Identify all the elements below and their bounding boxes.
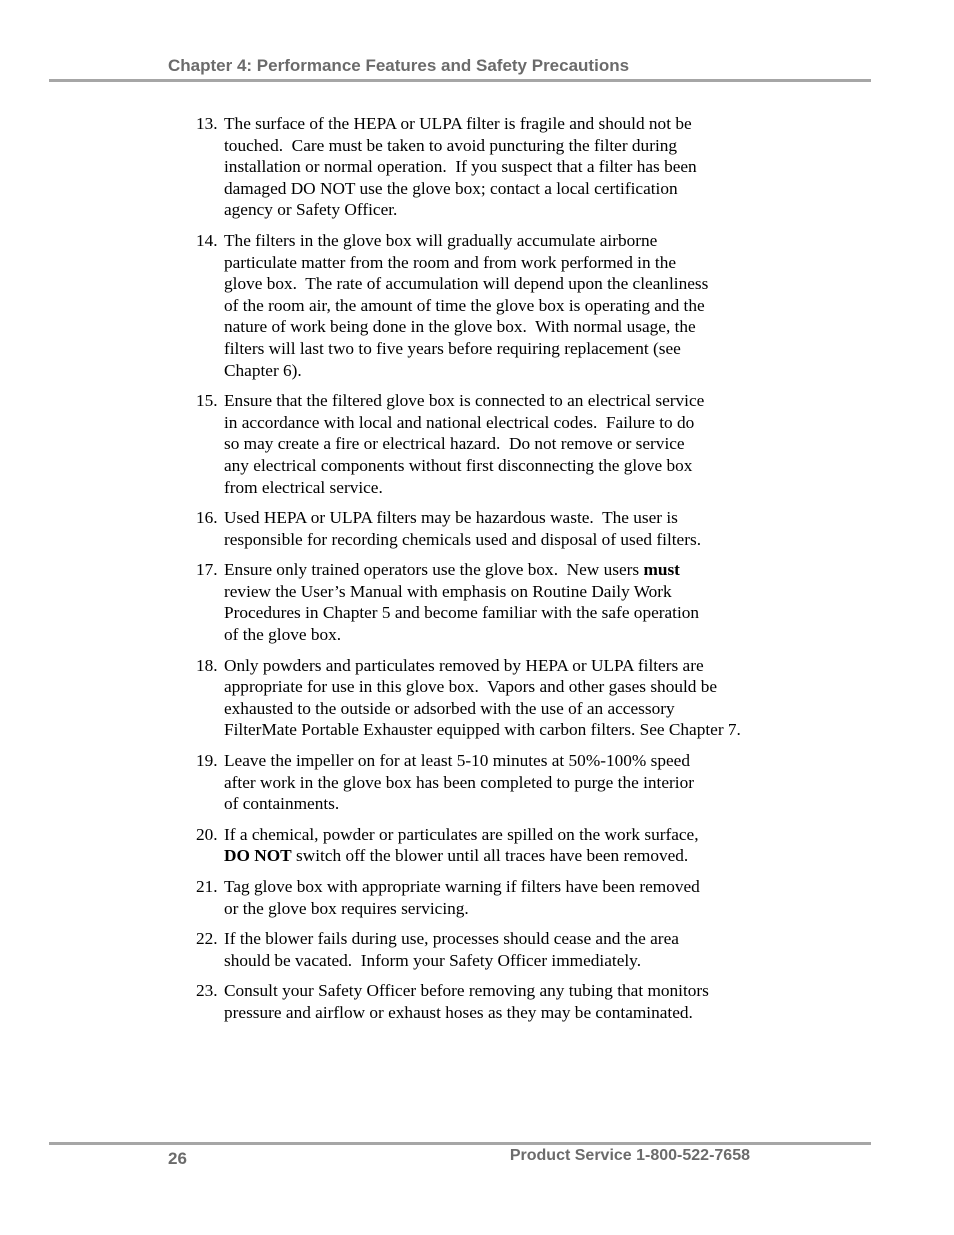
list-item-line: [224, 581, 790, 603]
list-item-line: [224, 295, 790, 317]
body-text: The surface of the HEPA or ULPA filter is fragile and should not be: [224, 114, 692, 133]
list-item-line: [224, 433, 790, 455]
list-item-number: 22.: [196, 929, 218, 949]
list-item-number: 17.: [196, 560, 218, 580]
body-text: of the room air, the amount of time the glove box is operating and the: [224, 295, 705, 315]
list-item-line: [224, 928, 790, 950]
list-item: [190, 559, 790, 645]
list-item: [190, 390, 790, 498]
page-number: 26: [168, 1149, 187, 1168]
list-item-line: [224, 676, 790, 698]
list-item-number: 19.: [196, 751, 218, 771]
list-item-line: [224, 750, 790, 772]
body-text: review the User’s Manual with emphasis on Routine Daily Work: [224, 581, 672, 601]
header-rule: [49, 79, 871, 82]
body-text: Tag glove box with appropriate warning if filters have been removed: [224, 877, 700, 896]
body-text: Ensure that the filtered glove box is connected to an electrical service: [224, 391, 705, 411]
list-item-line: [224, 898, 790, 920]
list-item-number: 18.: [196, 655, 218, 675]
list-item-line: [224, 529, 790, 551]
body-text: agency or Safety Officer.: [224, 200, 398, 220]
body-text: from electrical service.: [224, 477, 383, 497]
list-item-line: [224, 338, 790, 360]
body-text: nature of work being done in the glove box. With normal usage, the: [224, 317, 696, 337]
body-text: installation or normal operation. If you suspect that a filter has been: [224, 157, 697, 177]
list-item-number: 15.: [196, 391, 218, 411]
list-item: [190, 113, 790, 221]
body-text: filters will last two to five years before requiring replacement (see: [224, 338, 681, 358]
body-text: exhausted to the outside or adsorbed with the use of an accessory: [224, 698, 675, 718]
list-item-line: [224, 199, 790, 221]
list-item-line: [224, 624, 790, 646]
list-item-line: [224, 698, 790, 720]
body-text: glove box. The rate of accumulation will depend upon the cleanliness: [224, 274, 709, 294]
list-item: [190, 876, 790, 919]
body-text: so may create a fire or electrical hazard. Do not remove or service: [224, 434, 685, 454]
list-item-line: [224, 230, 790, 252]
list-item-number: 14.: [196, 230, 218, 250]
body-text: damaged DO NOT use the glove box; contact a local certification: [224, 178, 678, 198]
list-item-line: [224, 1002, 790, 1024]
body-text: Only powders and particulates removed by HEPA or ULPA filters are: [224, 655, 704, 675]
list-item-line: [224, 793, 790, 815]
list-item-line: [224, 273, 790, 295]
list-item-line: [224, 135, 790, 157]
list-item: [190, 230, 790, 381]
body-text: Procedures in Chapter 5 and become familiar with the safe operation: [224, 603, 700, 623]
list-item-line: [224, 950, 790, 972]
body-text: particulate matter from the room and from work performed in the: [224, 252, 677, 272]
list-item: [190, 655, 790, 741]
list-item-line: [224, 252, 790, 274]
body-text: touched. Care must be taken to avoid puncturing the filter during: [224, 135, 678, 155]
emphasis-text: DO NOT: [224, 846, 292, 866]
chapter-title: Chapter 4: Performance Features and Safety Precautions: [168, 56, 630, 75]
body-text: appropriate for use in this glove box. Vapors and other gases should be: [224, 677, 718, 697]
body-text: of containments.: [224, 794, 340, 814]
body-text: Consult your Safety Officer before removing any tubing that monitors: [224, 981, 709, 1001]
list-item-line: [224, 156, 790, 178]
body-text: Used HEPA or ULPA filters may be hazardous waste. The user is: [224, 508, 678, 528]
footer-rule: [49, 1142, 871, 1145]
list-item-number: 16.: [196, 508, 218, 528]
list-item-line: [224, 316, 790, 338]
body-text: Ensure only trained operators use the glove box. New users: [224, 560, 644, 580]
list-item-line: [224, 455, 790, 477]
list-item-line: [224, 845, 790, 867]
body-text: or the glove box requires servicing.: [224, 898, 469, 918]
list-item-line: [224, 655, 790, 677]
list-item-line: [224, 559, 790, 581]
list-item-line: [224, 390, 790, 412]
body-text: should be vacated. Inform your Safety Officer immediately.: [224, 950, 642, 970]
body-text: pressure and airflow or exhaust hoses as they may be contaminated.: [224, 1002, 693, 1022]
product-service-phone: Product Service 1-800-522-7658: [509, 1147, 750, 1164]
list-item-line: [224, 719, 790, 741]
list-item: [190, 824, 790, 867]
list-item-line: [224, 602, 790, 624]
list-item-line: [224, 477, 790, 499]
body-text: after work in the glove box has been completed to purge the interior: [224, 772, 694, 792]
body-text: responsible for recording chemicals used and disposal of used filters.: [224, 529, 702, 549]
list-item-line: [224, 412, 790, 434]
list-item-line: [224, 876, 790, 898]
list-item-line: [224, 772, 790, 794]
body-text: The filters in the glove box will gradually accumulate airborne: [224, 230, 658, 250]
list-item-number: 20.: [196, 824, 218, 844]
body-text: If the blower fails during use, processes should cease and the area: [224, 929, 679, 949]
list-item-line: [224, 360, 790, 382]
list-item: [190, 928, 790, 971]
list-item-number: 21.: [196, 877, 218, 896]
list-item: [190, 507, 790, 550]
body-text: switch off the blower until all traces have been removed.: [291, 846, 689, 866]
list-item-number: 23.: [196, 981, 218, 1001]
list-item-line: [224, 113, 790, 135]
list-item-line: [224, 980, 790, 1002]
body-text: FilterMate Portable Exhauster equipped with carbon filters. See Chapter 7.: [224, 720, 741, 740]
list-item: [190, 750, 790, 815]
body-text: any electrical components without first disconnecting the glove box: [224, 455, 693, 475]
list-item-number: 13.: [196, 114, 218, 133]
body-text: of the glove box.: [224, 625, 342, 645]
list-item-line: [224, 507, 790, 529]
safety-precautions-list: [190, 113, 790, 1033]
body-text: Chapter 6).: [224, 360, 302, 380]
list-item-line: [224, 178, 790, 200]
body-text: Leave the impeller on for at least 5-10 minutes at 50%-100% speed: [224, 751, 690, 771]
list-item: [190, 980, 790, 1023]
body-text: in accordance with local and national electrical codes. Failure to do: [224, 412, 695, 432]
emphasis-text: must: [643, 560, 680, 580]
body-text: If a chemical, powder or particulates are spilled on the work surface,: [224, 824, 699, 844]
list-item-line: [224, 824, 790, 846]
